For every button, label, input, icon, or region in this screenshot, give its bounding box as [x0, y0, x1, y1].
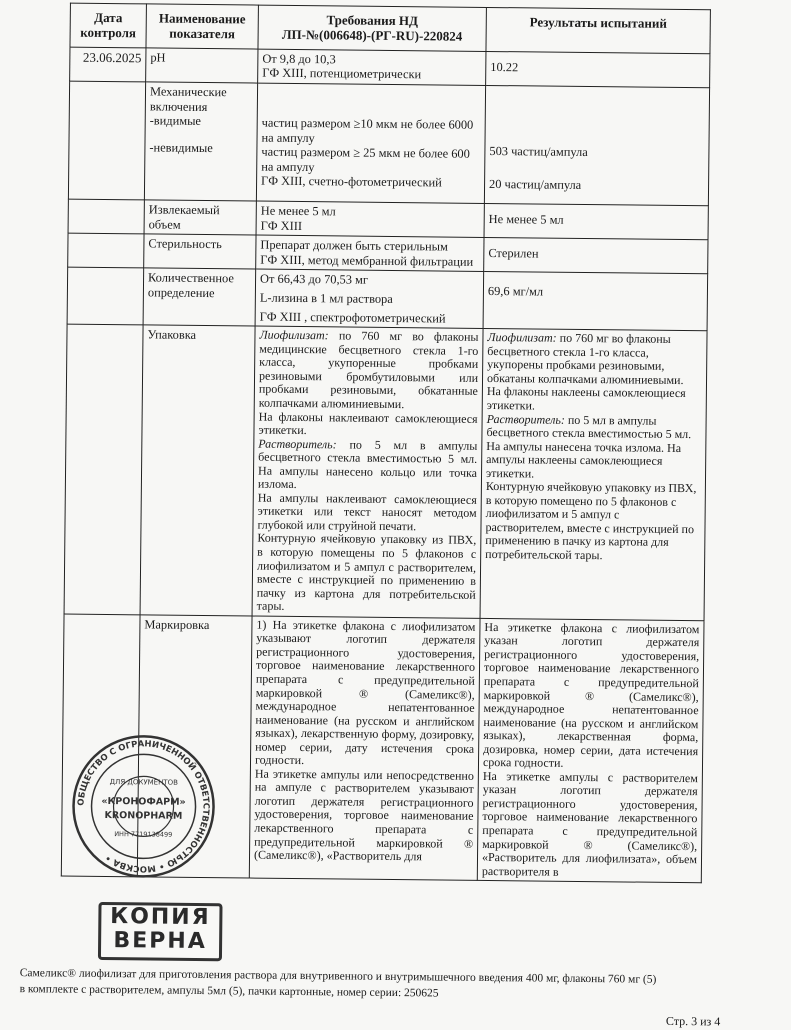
footer-product-info: [20, 966, 720, 1004]
round-seal-stamp: [69, 732, 219, 882]
header-date: Дата контроля: [70, 3, 146, 47]
requirement-packaging-ampoule-labels: На ампулы наклеивают самоклеющиеся этикетки или текст наносят методом глубокой или струйной печати.: [257, 490, 477, 534]
requirement-sterility-method: ГФ XIII, метод мембранной фильтрации: [260, 252, 474, 269]
indicator-assay: Количественное определение: [143, 268, 256, 326]
empty-date-cell: [68, 81, 145, 200]
requirement-packaging-ampoules: по 5 мл в ампулы бесцветного стекла вместимостью 5 мл. На ампулы нанесено кольцо или точка излома.: [257, 437, 478, 492]
requirement-volume-method: ГФ XIII: [260, 218, 303, 233]
result-marking-ampoule: На этикетке ампулы с растворителем указан логотип держателя регистрационного удостоверения, торговое наименование лекарственного препарата с предупредительной маркировкой ® (Самеликс®), «Растворитель для лиофилизата», объем растворителя в: [481, 768, 698, 879]
round-stamp-name-ru: «КРОНОФАРМ»: [101, 795, 186, 808]
requirement-marking: [249, 616, 480, 881]
header-results: Результаты испытаний: [486, 7, 710, 53]
footer-line-1: Самеликс® лиофилизат для приготовления раствора для внутривенного и внутримышечного введения 400 мг, флаконы 760 мг (5): [19, 967, 657, 986]
indicator-sterility: Стерильность: [144, 234, 256, 269]
label-lyophilisate: Лиофилизат:: [487, 330, 557, 345]
requirement-assay: [255, 269, 484, 328]
indicator-mechanical-invisible: -невидимые: [149, 140, 213, 155]
requirement-volume: [256, 201, 484, 238]
copy-stamp-line1: КОПИЯ: [110, 904, 211, 931]
label-solvent: Растворитель:: [486, 411, 566, 427]
result-volume-value: Не менее 5 мл: [488, 211, 564, 227]
result-sterility-value: Стерилен: [488, 246, 539, 261]
table-row-packaging: [64, 324, 707, 620]
empty-date-cell: [68, 199, 144, 234]
result-packaging-blister: Контурную ячейковую упаковку из ПВХ, в которую помещено по 5 флаконов с лиофилизатом и 5 ампул с растворителем, вместе с инструкцией по применению в пачку из картона для потребительской тары.: [485, 479, 697, 563]
round-stamp-docs: ДЛЯ ДОКУМЕНТОВ: [109, 778, 179, 787]
requirement-packaging: [252, 326, 483, 618]
result-volume: [484, 203, 708, 240]
requirement-marking-ampoule: На этикетке ампулы или непосредственно на ампуле с растворителем указывают логотип держателя регистрационного удостоверения, торговое наименование лекарственного препарата с предупредительной маркировкой ® (Самеликс®), «Растворитель для: [253, 766, 474, 864]
result-ph-value: 10.22: [490, 59, 519, 74]
table-header-row: [70, 3, 710, 53]
requirement-sterility: [256, 235, 484, 272]
requirement-assay-unit: L-лизина в 1 мл раствора: [259, 290, 393, 307]
footer-line-2: в комплекте с растворителем, ампулы 5мл (5), пачки картонные, номер серии: 250625: [19, 982, 439, 1000]
result-mechanical: [484, 85, 709, 205]
indicator-ph: pH: [146, 48, 258, 83]
result-marking: [477, 618, 704, 883]
requirement-mechanical-25um: частиц размером ≥ 25 мкм не более 600 на ампулу: [261, 144, 470, 174]
indicator-marking: Маркировка: [137, 615, 252, 879]
indicator-mechanical-visible: -видимые: [149, 113, 202, 129]
label-lyophilisate: Лиофилизат:: [259, 327, 329, 343]
result-assay-value: 69,6 мг/мл: [487, 284, 544, 299]
requirement-ph: [258, 49, 486, 86]
result-marking-vial: На этикетке флакона с лиофилизатом указан логотип держателя регистрационного удостоверения, торговое наименование лекарственного препарата с предупредительной маркировкой ® (Самеликс®), международное непатентованное наименование (на русском и английском языках), лекарственная форма, дозировка, номер серии, дата истечения срока годности.: [482, 619, 700, 771]
requirement-packaging-vials: по 760 мг во флаконы медицинские бесцветного стекла 1-го класса, укупоренные пробками резиновыми бромбутиловыми или пробками резиновыми, обкатанные колпачками алюминиевыми.: [258, 328, 479, 412]
empty-date-cell: [64, 324, 143, 614]
result-packaging-ampoules: по 5 мл в ампулы бесцветного стекла вместимостью 5 мл. На ампулы нанесена точка излома. На ампулы наклеены самоклеющиеся этикетки.: [485, 412, 692, 481]
result-packaging: [480, 329, 707, 621]
requirement-packaging-blister: Контурную ячейковую упаковку из ПВХ, в которую помещены по 5 флаконов с лиофилизатом и 5 ампул с растворителем, вместе с инструкцией по применению в пачку из картона для потребительской тары.: [256, 531, 477, 614]
empty-date-cell: [68, 233, 144, 268]
requirement-mechanical: [256, 83, 485, 203]
round-stamp-name-en: KRONOPHARM: [104, 809, 183, 822]
requirement-mechanical-method: ГФ XIII, счетно-фотометрический: [261, 174, 442, 190]
result-mechanical-10um: 503 частиц/ампула: [489, 143, 588, 159]
copy-certified-stamp: [98, 902, 223, 961]
label-solvent: Растворитель:: [258, 436, 337, 452]
result-assay: [483, 272, 708, 331]
requirement-ph-method: ГФ XIII, потенциометрически: [262, 65, 422, 82]
round-stamp-inn: ИНН 7719138499: [114, 830, 173, 839]
result-mechanical-25um: 20 частиц/ампула: [489, 176, 582, 192]
requirement-assay-method: ГФ XIII , спектрофотометрический: [259, 309, 446, 326]
control-date: 23.06.2025: [70, 47, 146, 82]
requirement-marking-vial: 1) На этикетке флакона с лиофилизатом указывают логотип держателя регистрационного удостоверения, торговое наименование лекарственного препарата с предупредительной маркировкой ® (Самеликс®), международное непатентованное наименование (на русском и английском языках), лекарственную форму, дозировку, номер серии, дату истечения срока годности.: [254, 617, 476, 768]
copy-stamp-line2: ВЕРНА: [113, 928, 207, 955]
indicator-mechanical: [144, 82, 257, 201]
requirement-assay-range: От 66,43 до 70,53 мг: [259, 272, 369, 288]
table-row-mechanical: [68, 81, 709, 206]
round-stamp-outer-text: ОБЩЕСТВО С ОГРАНИЧЕННОЙ ОТВЕТСТВЕННОСТЬЮ • МОСКВА •: [76, 739, 211, 874]
requirement-sterility-text: Препарат должен быть стерильным: [260, 237, 448, 254]
header-indicator: Наименование показателя: [146, 4, 258, 49]
result-packaging-vial-labels: На флаконы наклеены самоклеющиеся этикетки.: [486, 384, 686, 413]
requirement-packaging-vial-labels: На флаконы наклеивают самоклеющиеся этикетки.: [258, 409, 478, 438]
indicator-packaging: Упаковка: [140, 325, 255, 616]
table-row-assay: [67, 267, 708, 331]
page-number: Стр. 3 из 4: [665, 1013, 721, 1029]
header-requirements-title: Требования НД: [326, 12, 419, 29]
requirement-volume-min: Не менее 5 мл: [260, 203, 336, 219]
indicator-volume: Извлекаемый объем: [144, 200, 256, 235]
result-packaging-vials: по 760 мг во флаконы бесцветного стекла 1-го класса, укупорены пробками резиновыми, обкатаны колпачками алюминиевыми.: [486, 330, 684, 387]
requirement-ph-range: От 9,8 до 10,3: [262, 51, 336, 67]
header-requirements-doc: ЛП-№(006648)-(РГ-RU)-220824: [281, 27, 463, 45]
result-ph: [486, 51, 710, 88]
empty-date-cell: [67, 267, 144, 325]
indicator-mechanical-title: Механические включения: [149, 84, 227, 114]
result-sterility: [484, 238, 708, 275]
requirement-mechanical-10um: частиц размером ≥10 мкм не более 6000 на ампулу: [261, 115, 474, 145]
header-requirements: [258, 5, 486, 51]
